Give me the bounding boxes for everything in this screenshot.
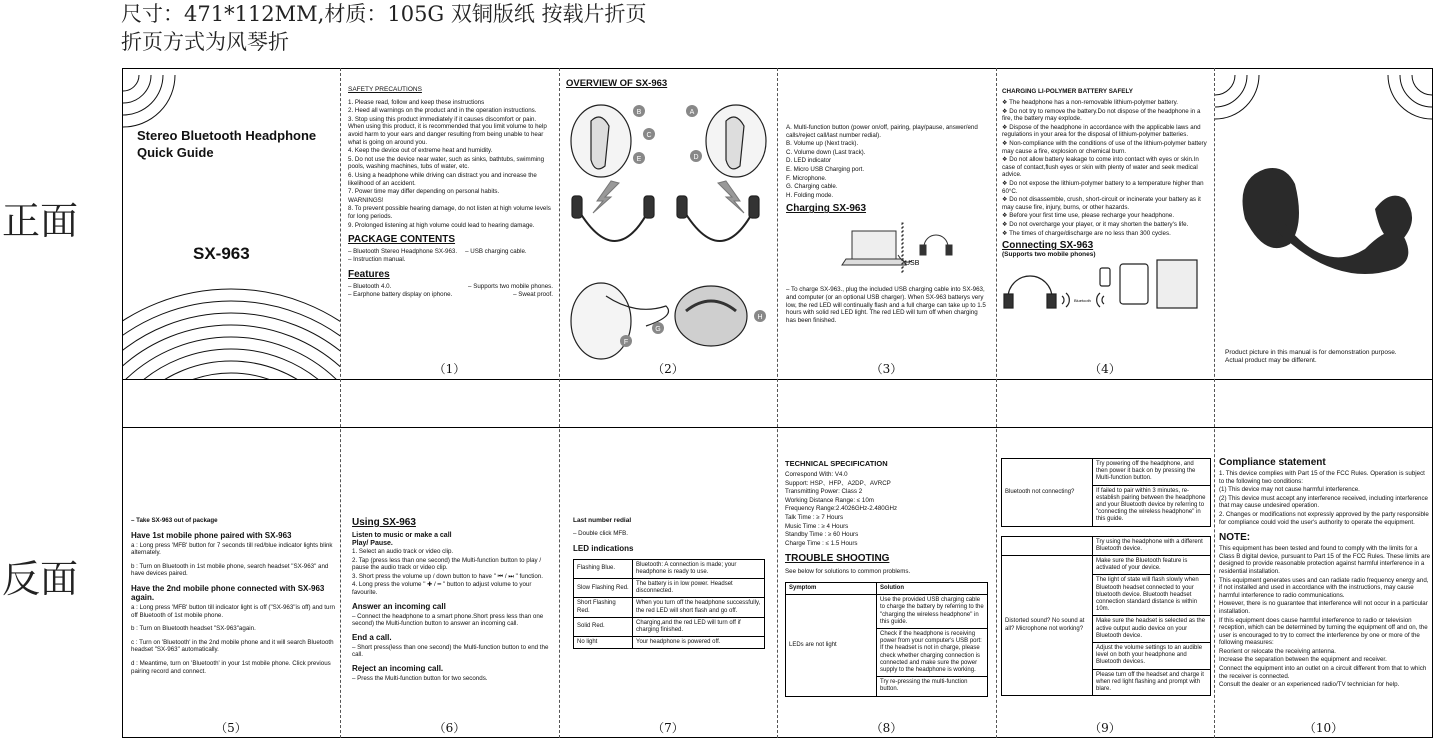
part-item: A. Multi-function button (power on/off, pairing, play/pause, answer/end calls/reject call/last number redial). [786,124,978,139]
part-item: B. Volume up (Next track). [786,140,859,148]
part-item: E. Micro USB Charging port. [786,165,865,173]
led-state: Slow Flashing Red. [574,579,633,598]
charging-instructions: – To charge SX-963., plug the included USB charging cable into SX-963, and computer (or an optional USB charger). When SX-963 batterys very low, the red LED will continually flash and a full charge can take up to 1.5 hours with solid red LED light. The red LED will turn off when charging has been finished. [786,286,986,324]
spec-item: Charge Time : ≤ 1.5 Hours [785,539,858,547]
note-heading: NOTE: [1219,532,1251,544]
battery-item: Before your first time use, please recharge your headphone. [1009,212,1175,220]
led-heading: LED indications [573,543,634,553]
led-table [573,559,765,650]
battery-item: Do not overcharge your player, or it may shorten the battery's life. [1009,220,1189,228]
pairing-panel [131,517,336,717]
led-meaning: Your headphone is powered off. [633,637,765,649]
part-label-f: F [623,339,629,346]
part-label-d: D [693,154,699,161]
solution-cell: Check if the headphone is receiving power from your computer's USB port: If the headset is not in charge, please check whether charging connection is connected and make sure the power supply to the headphone is working. [877,628,988,676]
connecting-diagram [1002,258,1210,316]
part-item: C. Volume down (Last track). [786,148,866,156]
part-label-e: E [636,156,642,163]
compliance-item: 1. This device complies with Part 15 of the FCC Rules. Operation is subject to the following two conditions: [1219,470,1425,485]
battery-item: The times of charge/discharge are no less than 300 cycles. [1009,229,1171,237]
compliance-item: (2) This device must accept any interference received, including interference that may cause undesired operation. [1219,494,1428,510]
redial-step: – Double click MFB. [573,530,629,537]
note-item: This equipment has been tested and found to comply with the limits for a Class B digital device, pursuant to Part 15 of the FCC Rules. These limits are designed to provide reasonable protection against harmful interference in a residential installation. [1219,545,1431,575]
part-label-a: A [689,109,695,116]
package-contents-heading: PACKAGE CONTENTS [348,234,456,246]
play-step: 3. Short press the volume up / down button to have " ⏮ / ⏭ " function. [352,572,543,580]
compliance-panel [1219,457,1431,715]
spec-item: Music Time : ≥ 4 Hours [785,522,849,530]
pairing-step: c : Turn on 'Bluetooth' in the 2nd mobile phone and it will search Bluetooth headset "SX-963" automatically. [131,638,334,654]
answer-heading: Answer an incoming call [352,601,446,611]
solution-cell: Try using the headphone with a different Bluetooth device. [1093,536,1211,555]
features-heading: Features [348,269,390,281]
connecting-heading: Connecting SX-963 [1002,240,1094,252]
solution-cell: The light of state will flash slowly when Bluetooth headset connected to your bluetooth device. Bluetooth headset connection standard distance is within 10m. [1093,575,1211,616]
note-item: However, there is no guarantee that interference will not occur in a particular installation. [1219,600,1428,615]
compliance-heading: Compliance statement [1219,457,1326,468]
package-item: – Bluetooth Stereo Headphone SX-963. [348,248,458,256]
cover-title-line2: Quick Guide [137,145,214,160]
led-state: Flashing Blue. [574,559,633,578]
page-number: （5） [215,721,247,735]
spec-item: Frequency Range:2.4026GHz-2.480GHz [785,505,898,513]
safety-panel [348,86,553,379]
led-panel [573,517,765,687]
spec-item: Standby Time : ≥ 60 Hours [785,531,859,539]
part-label-b: B [636,109,642,116]
table-row [574,559,765,578]
second-phone-heading: Have the 2nd mobile phone connected with SX-963 again. [131,583,325,602]
solution-cell: Try powering off the headphone, and then power it back on by pressing the Multi-function button. [1093,459,1211,486]
table-row [574,579,765,598]
page-number: （3） [870,362,903,376]
note-item: Consult the dealer or an experienced radio/TV technician for help. [1219,681,1400,689]
cover-arcs-graphic [123,69,340,379]
led-meaning: When you turn off the headphone successfully, the red LED will short flash and go off. [633,598,765,617]
product-photo [1215,69,1432,359]
feature-item: – Earphone battery display on iphone. [348,290,453,298]
safety-item: 5. Do not use the device near water, such as sinks, bathtubs, swimming pools, washing machines, tubs of water, etc. [348,155,545,171]
note-item: If this equipment does cause harmful interference to radio or television reception, which can be determined by turning the equipment off and on, the user is encouraged to try to correct the interference by one or more of the following measures: [1219,616,1428,647]
page-number: （2） [652,362,684,376]
solution-cell: Use the provided USB charging cable to charge the battery by referring to the "charging the wireless headphone" in this guide. [877,595,988,629]
safety-heading: SAFETY PRECAUTIONS [348,86,422,93]
take-out-step: – Take SX-963 out of package [131,517,218,524]
bluetooth-label: Bluetooth [1074,298,1091,304]
part-item: D. LED indicator [786,157,832,165]
first-phone-heading: Have 1st mobile phone paired with SX-963 [131,530,292,540]
play-step: 4. Long press the volume " ✚ / ━ " button to adjust volume to your favourite. [352,581,532,596]
spec-item: Support: HSP、HFP、A2DP、AVRCP [785,479,891,487]
print-spec-line-1: 尺寸：471*112MM,材质：105G 双铜版纸 按载片折页 [121,2,647,26]
product-photo-panel [1215,69,1432,379]
safety-item: 7. Power time may differ depending on personal habits. [348,188,500,196]
warning-item: 8. To prevent possible hearing damage, do not listen at high volume levels for long periods. [348,205,551,220]
led-state: Short Flashing Red. [574,598,633,617]
battery-item: Do not allow battery leakage to come into contact with eyes or skin.In case of contact,flush eyes or skin with plenty of water and seek medical advice. [1002,156,1199,179]
solution-cell: Please turn off the headset and charge it when red light flashing and prompt with blare. [1093,669,1211,696]
warning-item: 9. Prolonged listening at high volume could lead to hearing damage. [348,221,535,229]
led-meaning: Charging,and the red LED will turn off if charging finished. [633,617,765,636]
using-heading: Using SX-963 [352,517,416,528]
table-row [574,637,765,649]
package-item: – USB charging cable. [465,248,527,256]
battery-item: Non-compliance with the conditions of use of the lithium-polymer battery may cause a fire, explosion or chemical burn. [1002,139,1207,155]
note-item: Increase the separation between the equipment and receiver. [1219,656,1387,664]
product-caption-line1: Product picture in this manual is for demonstration purpose. [1225,349,1397,356]
panel-divider [777,68,778,738]
cover-model-name: SX-963 [193,244,250,263]
solution-cell: Try re-pressing the multi-function button. [877,677,988,696]
panel-divider [996,68,997,738]
note-item: Reorient or relocate the receiving antenna. [1219,647,1336,655]
part-item: G. Charging cable. [786,183,838,191]
play-pause-heading: Play/ Pause. [352,540,393,547]
music-heading: Listen to music or make a call [352,532,452,539]
symptom-cell: LEDs are not light [786,595,877,696]
bluetooth-trouble-table [1001,458,1211,527]
safety-item: 2. Heed all warnings on the product and in the operation instructions. [348,107,537,115]
solution-cell: Adjust the volume settings to an audible level on both your headphone and Bluetooth devices. [1093,643,1211,670]
table-row [574,617,765,636]
table-row [786,582,988,594]
battery-item: The headphone has a non-removable lithium-polymer battery. [1009,99,1178,106]
table-row [1002,459,1211,486]
symptom-cell: Bluetooth not connecting? [1002,459,1093,527]
print-spec-header [121,0,647,56]
trouble-heading: TROUBLE SHOOTING [785,553,890,565]
solution-cell: If failed to pair within 3 minutes, re-establish pairing between the headphone and your Bluetooth device by referring to "connecting the wireless headphone" in this guide. [1093,485,1211,526]
spec-item: Transmitting Power: Class 2 [785,488,863,496]
pairing-step: a : Long press 'MFB' button till indicator light is off ("SX-963"is off) and turn off Bluetooth of 1st mobile phone. [131,603,335,619]
charging-heading: Charging SX-963 [786,203,867,215]
reject-heading: Reject an incoming call. [352,663,444,673]
table-row [1002,556,1211,575]
safety-item: 3. Stop using this product immediately if it causes discomfort or pain. When using this product, it is recommended that you limit volume to help avoid harm to your ears and danger resulting from being unable to hear what is going on around you. [348,115,547,146]
page-number: （1） [433,362,466,376]
panel-divider [340,68,341,738]
battery-item: Do not try to remove the battery.Do not dispose of the headphone in a fire, the battery may explode. [1002,107,1201,123]
back-side-label: 反面 [2,557,79,601]
column-header: Symptom [786,582,877,594]
print-spec-line-2: 折页方式为风琴折 [121,30,289,54]
note-item: This equipment generates uses and can radiate radio frequency energy and, if not installed and used in accordance with the instructions, may cause harmful interference to radio communications. [1219,576,1429,599]
safety-item: 1. Please read, follow and keep these instructions [348,98,485,106]
compliance-item: 2. Changes or modifications not expressly approved by the party responsible for compliance could void the user's authority to operate the equipment. [1219,510,1429,526]
led-state: Solid Red. [574,617,633,636]
blank-cell [1002,536,1093,555]
battery-connecting-panel: CHARGING LI-POLYMER BATTERY SAFELY ❖ The headphone has a non-removable lithium-polymer battery. ❖ Do not try to remove the battery.Do not dispose of the headphone in a fire, the battery may explode. ❖ Dispose of the headphone in accordance with the applicable laws and regulations in your area for the disposal of lithium-polymer batteries. ❖ Non-compliance with the conditions of use of the lithium-polymer battery may cause a fire, explosion or chemical burn. ❖ Do not allow battery leakage to come into contact with eyes or skin.In case of contact,flush eyes or skin with plenty of water and seek medical advice. ❖ Do not expose the lithium-polymer battery to a temperature higher than 60°C. ❖ Do not disassemble, crush, short-circuit or incinerate your battery as it may cause fire, injury, burns, or other hazards. ❖ Before your first time use, please recharge your headphone. ❖ Do not overcharge your player, or it may shorten the battery's life. ❖ The times of charge/discharge are no less than 300 cycles. Connecting SX-963 (Supports two mobile phones) Bluetooth [1002,88,1210,378]
page-number: （4） [1089,362,1121,376]
page-number: （6） [433,721,466,735]
answer-step: – Connect the headphone to a smart phone.Short press less than one second) the Multi-function button to answer an incoming call. [352,612,544,628]
part-label-h: H [757,314,763,321]
overview-heading: OVERVIEW OF SX-963 [566,78,668,89]
page-number: （7） [652,721,684,735]
feature-item: – Supports two mobile phones. [468,283,553,291]
trouble-table [785,582,988,697]
safety-item: 6. Using a headphone while driving can distract you and increase the likelihood of an accident. [348,171,537,187]
product-caption-line2: Actual product may be different. [1225,356,1317,364]
trouble-intro: See below for solutions to common problems. [785,568,911,576]
symptom-cell: Distorted sound? No sound at all? Microphone not working? [1002,556,1093,696]
package-item: – Instruction manual. [348,255,406,263]
cover-title-line1: Stereo Bluetooth Headphone [137,128,317,143]
front-side-label: 正面 [2,199,79,243]
page-number: （8） [870,721,903,735]
redial-heading: Last number redial [573,517,632,524]
end-heading: End a call. [352,632,392,642]
table-row [786,595,988,629]
trouble-continued-panel [1001,458,1211,716]
overview-panel [566,78,773,378]
parts-charging-panel [786,124,988,378]
feature-item: – Sweat proof. [513,290,553,298]
led-meaning: Bluetooth: A connection is made; your headphone is ready to use. [633,559,765,578]
led-state: No light [574,637,633,649]
page-number: （10） [1303,721,1344,735]
using-panel [352,517,554,717]
pairing-step: a : Long press 'MFB' button for 7 seconds till red/blue indicator lights blink alternately. [131,541,333,557]
part-item: F. Microphone. [786,174,827,182]
battery-heading: CHARGING LI-POLYMER BATTERY SAFELY [1002,88,1133,95]
battery-item: Do not expose the lithium-polymer battery to a temperature higher than 60°C. [1002,179,1204,195]
column-header: Solution [877,582,988,594]
spec-heading: TECHNICAL SPECIFICATION [785,459,888,468]
table-row [1002,536,1211,555]
page-number: （9） [1089,721,1121,735]
headphone-parts-diagram [566,96,773,376]
part-label-g: G [655,326,661,333]
pairing-step: b : Turn on Bluetooth headset "SX-963"again. [131,625,256,633]
end-step: – Short press(less than one second) the Multi-function button to end the call. [352,643,549,659]
part-label-c: C [646,132,652,139]
warnings-heading: WARNINGS! [348,196,384,204]
battery-item: Dispose of the headphone in accordance with the applicable laws and regulations in your area for the disposal of lithium-polymer batteries. [1002,123,1201,139]
compliance-item: (1) This device may not cause harmful interference. [1219,486,1360,494]
spec-item: Working Distance Range: ≤ 10m [785,496,874,504]
reject-step: – Press the Multi-function button for two seconds. [352,674,488,682]
battery-item: Do not disassemble, crush, short-circuit or incinerate your battery as it may cause fire, injury, burns, or other hazards. [1002,196,1201,211]
spec-item: Talk Time : ≥ 7 Hours [785,513,844,521]
spec-trouble-panel [785,459,988,714]
solution-cell: Make sure the headset is selected as the active output audio device on your Bluetooth device. [1093,616,1211,643]
usb-label: USB [905,260,920,268]
play-step: 1. Select an audio track or video clip. [352,548,454,555]
pairing-step: d : Meantime, turn on 'Bluetooth' in your 1st mobile phone. Click previous pairing record and connect. [131,659,331,675]
solution-cell: Make sure the Bluetooth feature is activated of your device. [1093,556,1211,575]
connecting-subheading: (Supports two mobile phones) [1002,251,1096,259]
cover-panel [123,69,340,379]
led-meaning: The battery is in low power. Headset disconnected. [633,579,765,598]
panel-divider [559,68,560,738]
sound-trouble-table [1001,536,1211,697]
feature-item: – Bluetooth 4.0. [348,283,392,291]
note-item: Connect the equipment into an outlet on a circuit different from that to which the receiver is connected. [1219,665,1427,680]
part-item: H. Folding mode. [786,191,834,199]
table-row [574,598,765,617]
pairing-step: b : Turn on Bluetooth in 1st mobile phone, search headset "SX-963" and have devices paired. [131,562,329,578]
spec-item: Correspond With: V4.0 [785,471,848,478]
play-step: 2. Tap (press less than one second) the Multi-function button to play / pause the audio track or video clip. [352,556,542,572]
charging-diagram [786,217,988,281]
safety-item: 4. Keep the device out of extreme heat and humidity. [348,147,493,155]
